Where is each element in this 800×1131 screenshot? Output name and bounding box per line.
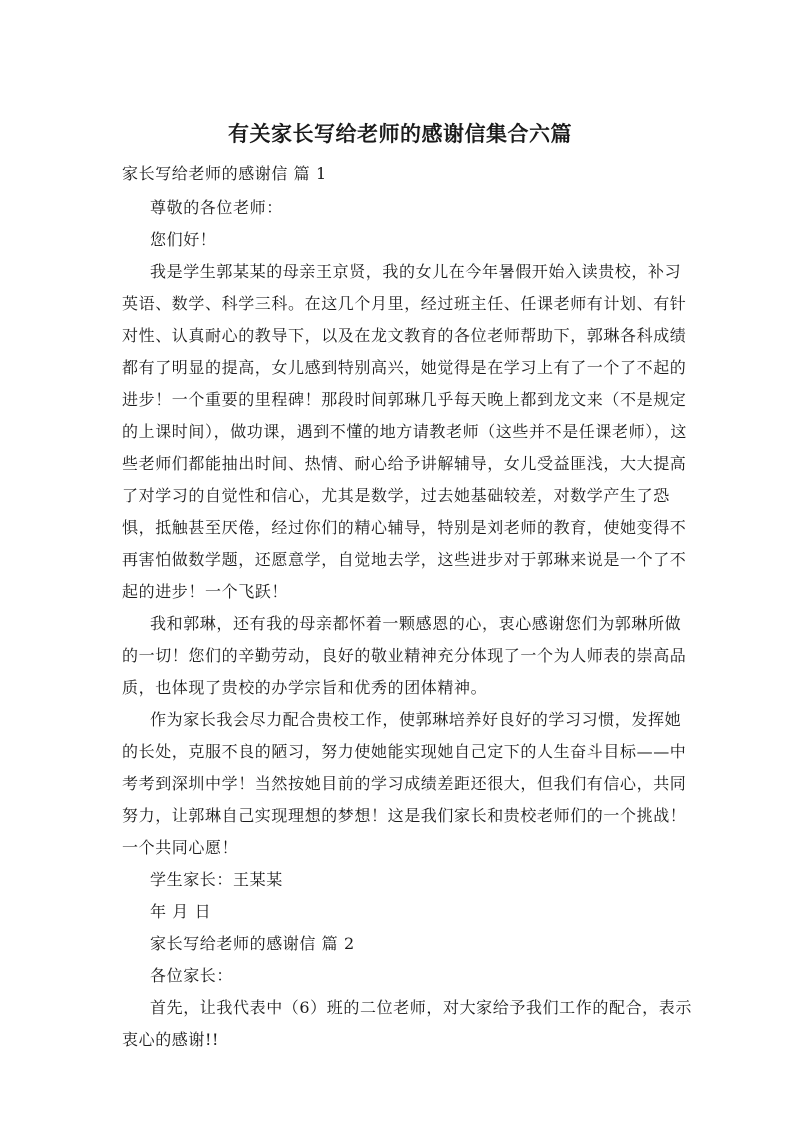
paragraph-line: 的上课时间），做功课，遇到不懂的地方请教老师（这些并不是任课老师），这: [122, 422, 688, 441]
paragraph-line: 努力，让郭琳自己实现理想的梦想！这是我们家长和贵校老师们的一个挑战！: [122, 806, 687, 825]
paragraph-line: 进步！一个重要的里程碑！那段时间郭琳几乎每天晚上都到龙文来（不是规定: [122, 390, 687, 409]
section-heading-1: 家长写给老师的感谢信 篇 1: [122, 164, 327, 183]
date-line: 年 月 日: [150, 902, 212, 921]
paragraph-line: 再害怕做数学题，还愿意学，自觉地去学，这些进步对于郭琳来说是一个了不: [122, 550, 687, 569]
paragraph-line: 我是学生郭某某的母亲王京贤，我的女儿在今年暑假开始入读贵校，补习: [150, 262, 682, 281]
paragraph-line: 作为家长我会尽力配合贵校工作，使郭琳培养好良好的学习习惯，发挥她: [150, 710, 682, 729]
paragraph-line: 的一切！您们的辛勤劳动，良好的敬业精神充分体现了一个为人师表的崇高品: [122, 646, 687, 665]
greeting: 您们好！: [150, 230, 217, 249]
paragraph-line: 的长处，克服不良的陋习，努力使她能实现她自己定下的人生奋斗目标——中: [122, 742, 687, 761]
paragraph-line: 衷心的感谢!!: [122, 1030, 220, 1049]
paragraph-line: 都有了明显的提高，女儿感到特别高兴，她觉得是在学习上有了一个了不起的: [122, 358, 687, 377]
salutation: 尊敬的各位老师：: [150, 198, 283, 217]
salutation-2: 各位家长：: [150, 966, 234, 985]
paragraph-line: 我和郭琳，还有我的母亲都怀着一颗感恩的心，衷心感谢您们为郭琳所做: [150, 614, 682, 633]
paragraph-line: 一个共同心愿！: [122, 838, 239, 857]
section-heading-2: 家长写给老师的感谢信 篇 2: [150, 934, 355, 953]
paragraph-line: 质，也体现了贵校的办学宗旨和优秀的团体精神。: [122, 678, 488, 697]
paragraph-line: 了对学习的自觉性和信心，尤其是数学，过去她基础较差，对数学产生了恐: [122, 486, 670, 505]
paragraph-line: 英语、数学、科学三科。在这几个月里，经过班主任、任课老师有计划、有针: [122, 294, 687, 313]
paragraph-line: 对性、认真耐心的教导下，以及在龙文教育的各位老师帮助下，郭琳各科成绩: [122, 326, 687, 345]
paragraph-line: 惧，抵触甚至厌倦，经过你们的精心辅导，特别是刘老师的教育，使她变得不: [122, 518, 687, 537]
paragraph-line: 考考到深圳中学！当然按她目前的学习成绩差距还很大，但我们有信心，共同: [122, 774, 687, 793]
paragraph-line: 首先，让我代表中（6）班的二位老师，对大家给予我们工作的配合，表示: [150, 998, 692, 1017]
signature-line: 学生家长：王某某: [150, 870, 283, 889]
paragraph-line: 起的进步！一个飞跃！: [122, 582, 289, 601]
document-title: 有关家长写给老师的感谢信集合六篇: [228, 122, 572, 146]
paragraph-line: 些老师们都能抽出时间、热情、耐心给予讲解辅导，女儿受益匪浅，大大提高: [122, 454, 687, 473]
